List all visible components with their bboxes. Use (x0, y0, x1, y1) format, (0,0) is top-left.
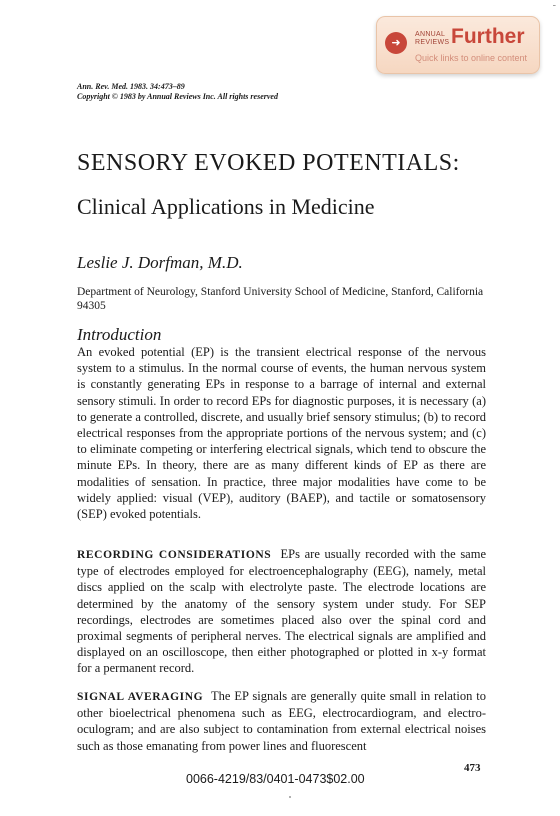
quick-links-label: Quick links to online content (415, 53, 528, 63)
intro-paragraph: An evoked potential (EP) is the transient electrical response of the nervous system to a stimulus. In the normal course of events, the human nervous system is constantly generating EPs in response to a barrage of internal and external sensory stimuli. In order to record EPs for diagnostic purposes, it is necessary (a) to generate a controlled, discrete, and usually brief sensory stimulus; (b) to record electrical responses from the appropriate portions of the nervous system; and (c) to eliminate competing or interfering electrical signals, which tend to obscure the minute EPs. In theory, there are as many different kinds of EP as there are modalities of sensation. In practice, three major modalities have come to be widely applied: visual (VEP), auditory (BAEP), and tactile or somatosensory (SEP) evoked potentials. (77, 345, 486, 522)
further-badge[interactable] (376, 16, 540, 74)
author-name: Leslie J. Dorfman, M.D. (77, 253, 243, 272)
signal-heading: SIGNAL AVERAGING (77, 691, 204, 703)
section-heading: Introduction (77, 325, 162, 344)
article-title: SENSORY EVOKED POTENTIALS: (77, 150, 460, 176)
signal-paragraph (77, 688, 486, 754)
citation-line-1: Ann. Rev. Med. 1983. 34:473–89 (77, 82, 185, 91)
recording-heading: RECORDING CONSIDERATIONS (77, 549, 272, 561)
corner-mark: - (552, 0, 556, 11)
signal-text: The EP signals are generally quite small in relation to other bioelectrical phenomena such as EEG, electrocardiogram, and electro-oculogram; and are also subject to contamination from external electrical noises such as those emanating from power lines and fluorescent (77, 689, 486, 753)
author-affiliation: Department of Neurology, Stanford University School of Medicine, Stanford, California 94305 (77, 286, 484, 312)
article-subtitle: Clinical Applications in Medicine (77, 194, 375, 219)
page-number: 473 (464, 762, 481, 774)
further-label: Further (451, 25, 525, 48)
journal-citation (77, 82, 278, 102)
recording-text: EPs are usually recorded with the same type of electrodes employed for electroencephalography (EEG), namely, metal discs applied on the scalp with electrolyte paste. The electrode locations are determined by the anatomy of the sensory system under study. For SEP recordings, electrodes are sometimes placed also over the spinal cord and proximal segments of peripheral nerves. The electrical signals are amplified and displayed on an oscilloscope, then either photographed or plotted in x-y format for a permanent record. (77, 547, 487, 676)
price-code: 0066-4219/83/0401-0473$02.00 (186, 772, 365, 786)
circle-arrow-icon: ➜ (385, 32, 407, 54)
recording-paragraph (77, 546, 486, 677)
citation-line-2: Copyright © 1983 by Annual Reviews Inc. All rights reserved (77, 92, 278, 101)
annual-reviews-logo: ANNUAL REVIEWS (415, 31, 450, 46)
footer-dot (289, 796, 291, 798)
